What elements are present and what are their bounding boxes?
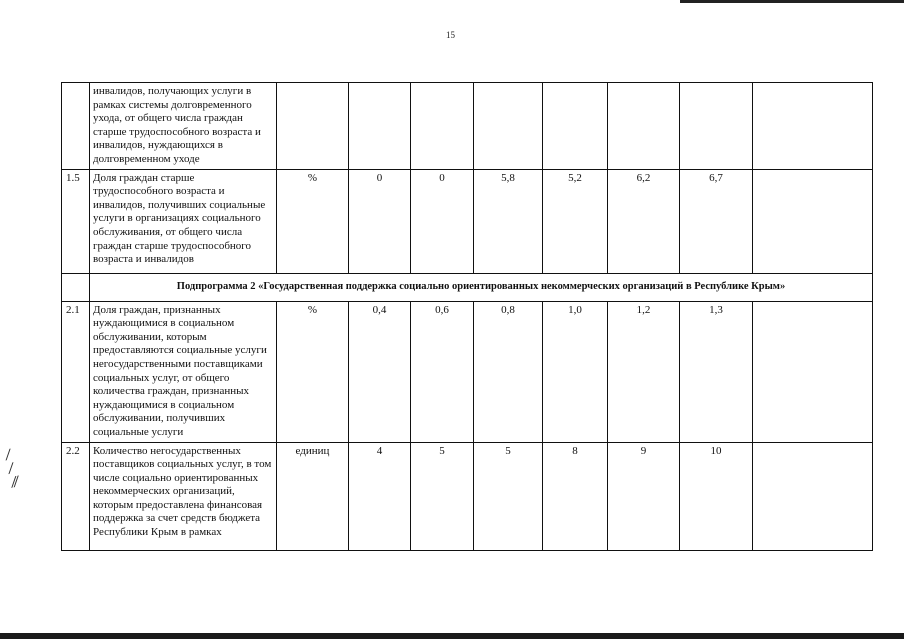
value-cell xyxy=(543,83,608,170)
value-cell: 6,7 xyxy=(680,169,753,273)
subprogram-header-row xyxy=(62,273,873,301)
value-cell: 1,2 xyxy=(608,301,680,442)
scan-edge-bottom xyxy=(0,633,904,639)
indicators-table xyxy=(61,82,873,551)
indicator-name: Количество негосударственных поставщиков социальных услуг, в том числе социально ориентированных некоммерческих организаций, которым предоставлена финансовая поддержка за счет средств бюджета Республики Крым в рамках xyxy=(90,442,277,550)
unit-cell: % xyxy=(277,169,349,273)
subprogram-title: Подпрограмма 2 «Государственная поддержка социально ориентированных некоммерческих организаций в Республике Крым» xyxy=(90,273,873,301)
indicator-name: Доля граждан старше трудоспособного возраста и инвалидов, получивших социальные услуги в организациях социального обслуживания, от общего числа граждан старше трудоспособного возраста и инвалидов xyxy=(90,169,277,273)
value-cell: 1,3 xyxy=(680,301,753,442)
value-cell: 0 xyxy=(349,169,411,273)
value-cell xyxy=(753,83,873,170)
indicator-name: инвалидов, получающих услуги в рамках системы долговременного ухода, от общего числа граждан старше трудоспособного возраста и инвалидов, нуждающихся в долговременном уходе xyxy=(90,83,277,170)
value-cell xyxy=(680,83,753,170)
value-cell: 9 xyxy=(608,442,680,550)
value-cell: 0,4 xyxy=(349,301,411,442)
table-row xyxy=(62,83,873,170)
margin-handwritten-mark: ⁄ ⁄ ⁄⁄ xyxy=(5,447,20,492)
value-cell xyxy=(753,301,873,442)
row-number: 2.2 xyxy=(62,442,90,550)
scan-edge-top xyxy=(680,0,904,3)
value-cell: 5 xyxy=(474,442,543,550)
row-number: 1.5 xyxy=(62,169,90,273)
value-cell: 5,2 xyxy=(543,169,608,273)
unit-cell xyxy=(277,83,349,170)
page-number: 15 xyxy=(446,30,455,40)
value-cell: 1,0 xyxy=(543,301,608,442)
value-cell: 6,2 xyxy=(608,169,680,273)
value-cell: 10 xyxy=(680,442,753,550)
table-row xyxy=(62,301,873,442)
table-row xyxy=(62,169,873,273)
table-row xyxy=(62,442,873,550)
value-cell xyxy=(608,83,680,170)
indicator-name: Доля граждан, признанных нуждающимися в социальном обслуживании, которым предоставляются социальные услуги негосударственными поставщиками социальных услуг, от общего количества граждан, признанных нуждающимися в социальном обслуживании, получивших социальные услуги xyxy=(90,301,277,442)
value-cell: 5,8 xyxy=(474,169,543,273)
value-cell: 4 xyxy=(349,442,411,550)
unit-cell: % xyxy=(277,301,349,442)
value-cell: 0,6 xyxy=(411,301,474,442)
row-number xyxy=(62,273,90,301)
value-cell xyxy=(349,83,411,170)
value-cell: 5 xyxy=(411,442,474,550)
unit-cell: единиц xyxy=(277,442,349,550)
row-number xyxy=(62,83,90,170)
value-cell xyxy=(753,169,873,273)
value-cell xyxy=(474,83,543,170)
value-cell: 0 xyxy=(411,169,474,273)
row-number: 2.1 xyxy=(62,301,90,442)
value-cell xyxy=(411,83,474,170)
value-cell: 8 xyxy=(543,442,608,550)
value-cell xyxy=(753,442,873,550)
value-cell: 0,8 xyxy=(474,301,543,442)
